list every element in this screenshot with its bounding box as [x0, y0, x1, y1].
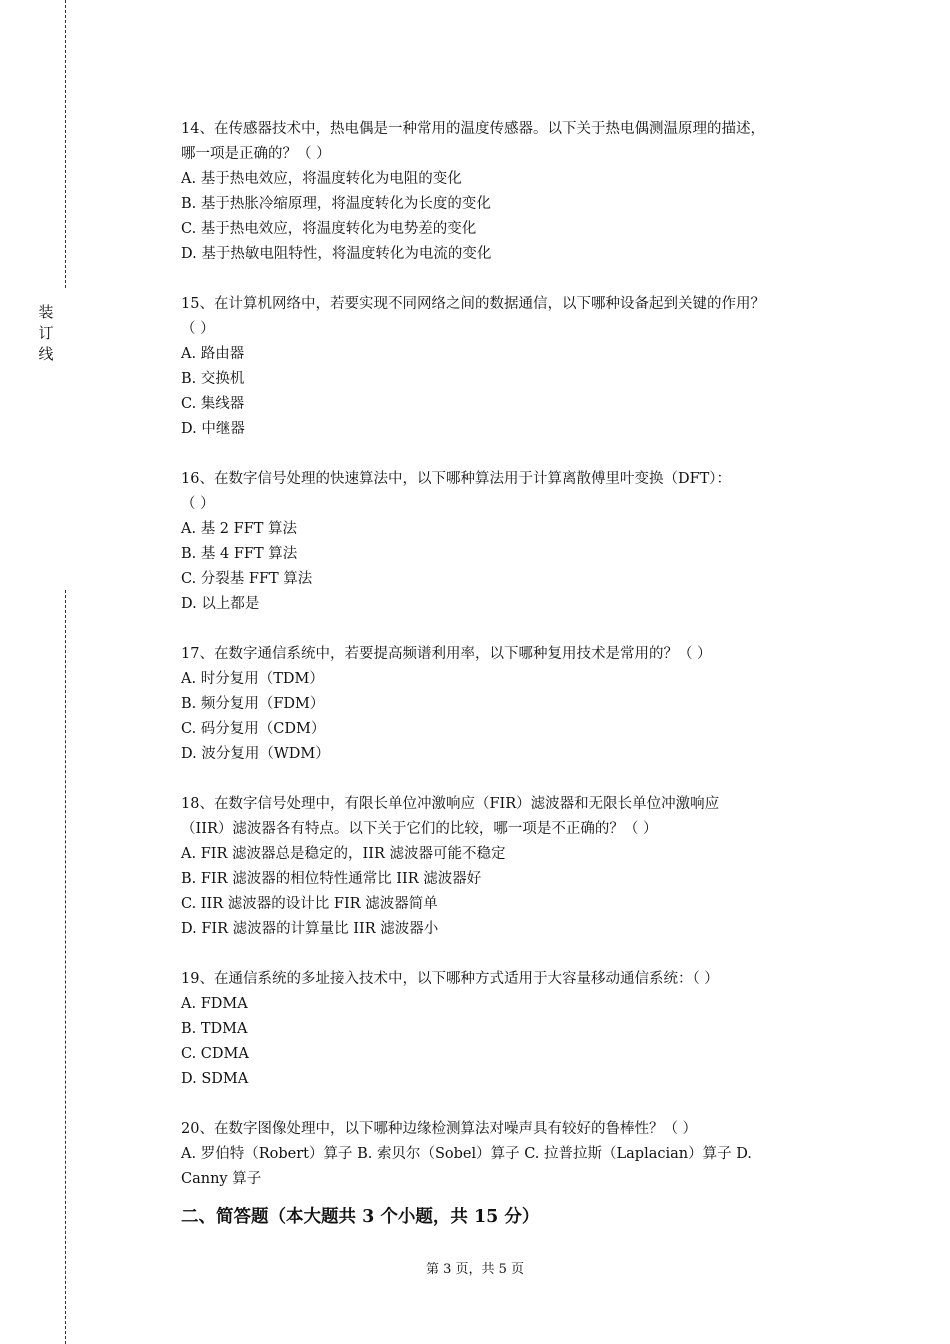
option-c: C. 集线器: [181, 396, 245, 412]
option-b: B. FIR 滤波器的相位特性通常比 IIR 滤波器好: [181, 871, 482, 887]
binding-label-char: 订: [38, 324, 54, 342]
question-stem: 20、在数字图像处理中，以下哪种边缘检测算法对噪声具有较好的鲁棒性？（ ）: [181, 1121, 698, 1137]
binding-dashed-line-top: [65, 0, 66, 288]
option-c: C. IIR 滤波器的设计比 FIR 滤波器简单: [181, 896, 438, 912]
question-15: [181, 292, 846, 442]
question-stem: 19、在通信系统的多址接入技术中，以下哪种方式适用于大容量移动通信系统：（ ）: [181, 971, 719, 987]
option-b: B. TDMA: [181, 1021, 248, 1037]
option-b: B. 基 4 FFT 算法: [181, 546, 298, 562]
option-a: A. FDMA: [181, 996, 248, 1012]
option-d: D. 中继器: [181, 421, 245, 437]
question-stem: 哪一项是正确的？（ ）: [181, 146, 331, 162]
option-d: D. FIR 滤波器的计算量比 IIR 滤波器小: [181, 921, 439, 937]
option-a: A. 基于热电效应，将温度转化为电阻的变化: [181, 171, 462, 187]
question-stem: 15、在计算机网络中，若要实现不同网络之间的数据通信，以下哪种设备起到关键的作用？: [181, 296, 765, 312]
page-footer: 第 3 页，共 5 页: [425, 1262, 525, 1277]
question-stem: 17、在数字通信系统中，若要提高频谱利用率，以下哪种复用技术是常用的？（ ）: [181, 646, 712, 662]
question-19: [181, 967, 846, 1092]
options-inline-continued: Canny 算子: [181, 1171, 262, 1187]
options-inline: A. 罗伯特（Robert）算子 B. 索贝尔（Sobel）算子 C. 拉普拉斯（Laplacian）算子 D.: [181, 1146, 752, 1162]
binding-label-char: 装: [38, 303, 54, 321]
option-c: C. 分裂基 FFT 算法: [181, 571, 313, 587]
question-20: [181, 1117, 846, 1192]
option-c: C. 码分复用（CDM）: [181, 721, 326, 737]
question-stem: （IIR）滤波器各有特点。以下关于它们的比较，哪一项是不正确的？（ ）: [181, 821, 658, 837]
question-stem: （ ）: [181, 321, 215, 337]
question-17: [181, 642, 846, 767]
option-b: B. 基于热胀冷缩原理，将温度转化为长度的变化: [181, 196, 491, 212]
option-d: D. 波分复用（WDM）: [181, 746, 330, 762]
option-a: A. 时分复用（TDM）: [181, 671, 324, 687]
option-c: C. 基于热电效应，将温度转化为电势差的变化: [181, 221, 477, 237]
section-heading: 二、简答题（本大题共 3 个小题，共 15 分）: [181, 1207, 540, 1227]
option-c: C. CDMA: [181, 1046, 249, 1062]
option-d: D. 基于热敏电阻特性，将温度转化为电流的变化: [181, 246, 492, 262]
question-stem: （ ）: [181, 496, 215, 512]
option-b: B. 频分复用（FDM）: [181, 696, 325, 712]
option-d: D. 以上都是: [181, 596, 260, 612]
question-list: [181, 117, 846, 1230]
question-14: [181, 117, 846, 267]
question-stem: 14、在传感器技术中，热电偶是一种常用的温度传感器。以下关于热电偶测温原理的描述，: [181, 121, 765, 137]
binding-dashed-line-bottom: [65, 590, 66, 1344]
question-stem: 18、在数字信号处理中，有限长单位冲激响应（FIR）滤波器和无限长单位冲激响应: [181, 796, 720, 812]
question-16: [181, 467, 846, 617]
option-a: A. 基 2 FFT 算法: [181, 521, 298, 537]
option-b: B. 交换机: [181, 371, 245, 387]
binding-label-char: 线: [38, 345, 54, 363]
option-a: A. FIR 滤波器总是稳定的，IIR 滤波器可能不稳定: [181, 846, 506, 862]
option-a: A. 路由器: [181, 346, 245, 362]
question-18: [181, 792, 846, 942]
question-stem: 16、在数字信号处理的快速算法中，以下哪种算法用于计算离散傅里叶变换（DFT）：: [181, 471, 732, 487]
binding-label: [36, 302, 56, 365]
option-d: D. SDMA: [181, 1071, 249, 1087]
